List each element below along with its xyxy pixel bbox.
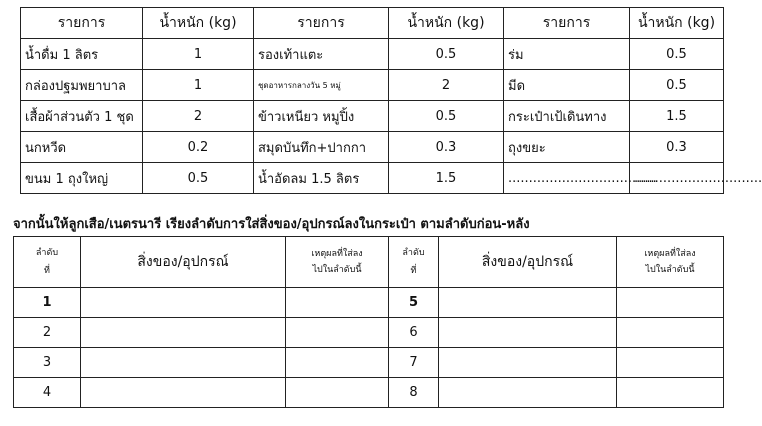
header-reason <box>286 237 389 288</box>
order-number: 3 <box>14 348 81 378</box>
reason-cell[interactable] <box>617 288 724 318</box>
items-header-row <box>21 8 724 39</box>
header-order-number-line2: ที่ <box>410 266 417 276</box>
item-name: ขนม 1 ถุงใหญ่ <box>21 163 143 194</box>
packing-order-table <box>13 236 724 408</box>
header-weight: น้ำหนัก (kg) <box>389 8 504 39</box>
item-weight: 0.2 <box>143 132 254 163</box>
order-number: 7 <box>389 348 439 378</box>
blank-item-line: .................................... <box>504 163 630 194</box>
table-row <box>14 348 724 378</box>
header-weight: น้ำหนัก (kg) <box>630 8 724 39</box>
instruction-text: จากนั้นให้ลูกเสือ/เนตรนารี เรียงลำดับการใส่สิ่งของ/อุปกรณ์ลงในกระเป๋า ตามลำดับก่อน-หลัง <box>13 217 530 232</box>
header-order-number-line1: ลำดับ <box>35 248 59 258</box>
table-row <box>21 39 724 70</box>
item-weight: 1 <box>143 70 254 101</box>
item-name: น้ำดื่ม 1 ลิตร <box>21 39 143 70</box>
item-name: มีด <box>504 70 630 101</box>
header-reason-line2: ไปในลำดับนี้ <box>645 265 695 275</box>
header-equipment: สิ่งของ/อุปกรณ์ <box>439 237 617 288</box>
table-row <box>21 101 724 132</box>
reason-cell[interactable] <box>286 288 389 318</box>
item-name: กระเป๋าเป้เดินทาง <box>504 101 630 132</box>
item-weight: 0.3 <box>389 132 504 163</box>
item-weight: 2 <box>389 70 504 101</box>
item-name: ชุดอาหารกลางวัน 5 หมู่ <box>254 70 389 101</box>
item-weight: 0.5 <box>630 70 724 101</box>
item-weight: 0.5 <box>630 39 724 70</box>
reason-cell[interactable] <box>286 318 389 348</box>
table-row <box>14 378 724 408</box>
item-weight: 0.5 <box>143 163 254 194</box>
item-name: นกหวีด <box>21 132 143 163</box>
equipment-cell[interactable] <box>439 318 617 348</box>
item-weight: 2 <box>143 101 254 132</box>
reason-cell[interactable] <box>617 348 724 378</box>
order-number: 6 <box>389 318 439 348</box>
header-item: รายการ <box>21 8 143 39</box>
header-reason-line1: เหตุผลที่ใส่ลง <box>311 249 363 259</box>
equipment-cell[interactable] <box>439 348 617 378</box>
reason-cell[interactable] <box>617 378 724 408</box>
item-name: ข้าวเหนียว หมูปิ้ง <box>254 101 389 132</box>
equipment-cell[interactable] <box>81 378 286 408</box>
table-row <box>14 288 724 318</box>
table-row <box>21 132 724 163</box>
order-number: 2 <box>14 318 81 348</box>
item-name: น้ำอัดลม 1.5 ลิตร <box>254 163 389 194</box>
table-row <box>21 163 724 194</box>
equipment-cell[interactable] <box>81 348 286 378</box>
item-weight: 1.5 <box>389 163 504 194</box>
item-weight: 0.5 <box>389 39 504 70</box>
header-item: รายการ <box>504 8 630 39</box>
reason-cell[interactable] <box>286 378 389 408</box>
order-number: 5 <box>389 288 439 318</box>
header-reason-line1: เหตุผลที่ใส่ลง <box>644 249 696 259</box>
item-name: ร่ม <box>504 39 630 70</box>
table-row <box>21 70 724 101</box>
header-equipment: สิ่งของ/อุปกรณ์ <box>81 237 286 288</box>
item-name: ถุงขยะ <box>504 132 630 163</box>
reason-cell[interactable] <box>286 348 389 378</box>
order-number: 8 <box>389 378 439 408</box>
blank-weight-line: ............................... <box>630 163 724 194</box>
item-name: รองเท้าแตะ <box>254 39 389 70</box>
item-weight: 0.3 <box>630 132 724 163</box>
header-order-number <box>389 237 439 288</box>
header-item: รายการ <box>254 8 389 39</box>
header-order-number-line1: ลำดับ <box>402 248 425 258</box>
equipment-cell[interactable] <box>81 318 286 348</box>
header-weight: น้ำหนัก (kg) <box>143 8 254 39</box>
table-row <box>14 318 724 348</box>
item-name: เสื้อผ้าส่วนตัว 1 ชุด <box>21 101 143 132</box>
item-weight: 1 <box>143 39 254 70</box>
order-number: 4 <box>14 378 81 408</box>
header-reason <box>617 237 724 288</box>
item-name: กล่องปฐมพยาบาล <box>21 70 143 101</box>
items-weight-table <box>20 7 762 194</box>
order-header-row <box>14 237 724 288</box>
item-name: สมุดบันทึก+ปากกา <box>254 132 389 163</box>
header-order-number <box>14 237 81 288</box>
item-weight: 1.5 <box>630 101 724 132</box>
header-reason-line2: ไปในลำดับนี้ <box>312 265 362 275</box>
item-weight: 0.5 <box>389 101 504 132</box>
reason-cell[interactable] <box>617 318 724 348</box>
header-order-number-line2: ที่ <box>44 266 50 276</box>
equipment-cell[interactable] <box>439 288 617 318</box>
order-number: 1 <box>14 288 81 318</box>
equipment-cell[interactable] <box>81 288 286 318</box>
equipment-cell[interactable] <box>439 378 617 408</box>
